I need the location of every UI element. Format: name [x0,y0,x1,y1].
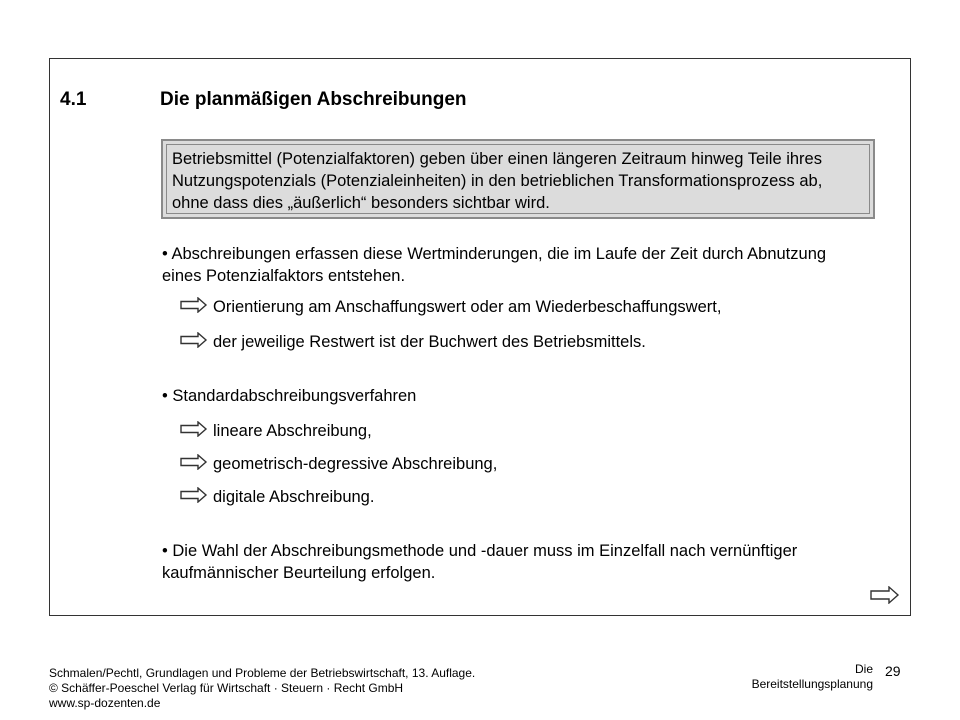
bullet-depreciation: • Abschreibungen erfassen diese Wertminderungen, die im Laufe der Zeit durch Abnutzung eines Potenzialfaktors entstehen. [162,245,827,285]
chapter-line-1: Die [854,662,873,676]
bullet-standard-methods: • Standardabschreibungsverfahren [162,387,417,405]
bullet2-point-text: geometrisch-degressive Abschreibung, [213,455,498,473]
bullet1-point-text: Orientierung am Anschaffungswert oder am Wiederbeschaffungswert, [213,298,722,316]
footer-chapter [752,662,873,692]
chapter-line-2: Bereitstellungsplanung [751,677,873,691]
right-arrow-icon [180,487,208,503]
bullet2-point-text: lineare Abschreibung, [213,422,372,440]
footer-line-3: www.sp-dozenten.de [49,696,161,710]
bullet1-point-text: der jeweilige Restwert ist der Buchwert des Betriebsmittels. [213,333,646,351]
page-number: 29 [885,663,901,679]
bullet2-point-text: digitale Abschreibung. [213,488,375,506]
right-arrow-icon [180,332,208,348]
next-arrow-icon[interactable] [870,586,900,604]
footer-source [49,666,475,711]
bullet-method-choice: • Die Wahl der Abschreibungsmethode und -dauer muss im Einzelfall nach vernünftiger kaufmännischer Beurteilung erfolgen. [162,542,798,582]
right-arrow-icon [180,297,208,313]
section-number: 4.1 [60,89,87,110]
definition-text: Betriebsmittel (Potenzialfaktoren) geben über einen längeren Zeitraum hinweg Teile ihres Nutzungspotenzials (Potenzialeinheiten) in den betrieblichen Transformationsprozess ab, ohne dass dies „äußerlich“ besonders sichtbar wird. [172,150,823,212]
section-title: Die planmäßigen Abschreibungen [160,89,467,110]
footer-line-1: Schmalen/Pechtl, Grundlagen und Probleme der Betriebswirtschaft, 13. Auflage. [49,666,476,680]
section-heading [60,89,467,111]
right-arrow-icon [180,454,208,470]
footer-line-2: © Schäffer-Poeschel Verlag für Wirtschaft · Steuern · Recht GmbH [49,681,404,695]
right-arrow-icon [180,421,208,437]
